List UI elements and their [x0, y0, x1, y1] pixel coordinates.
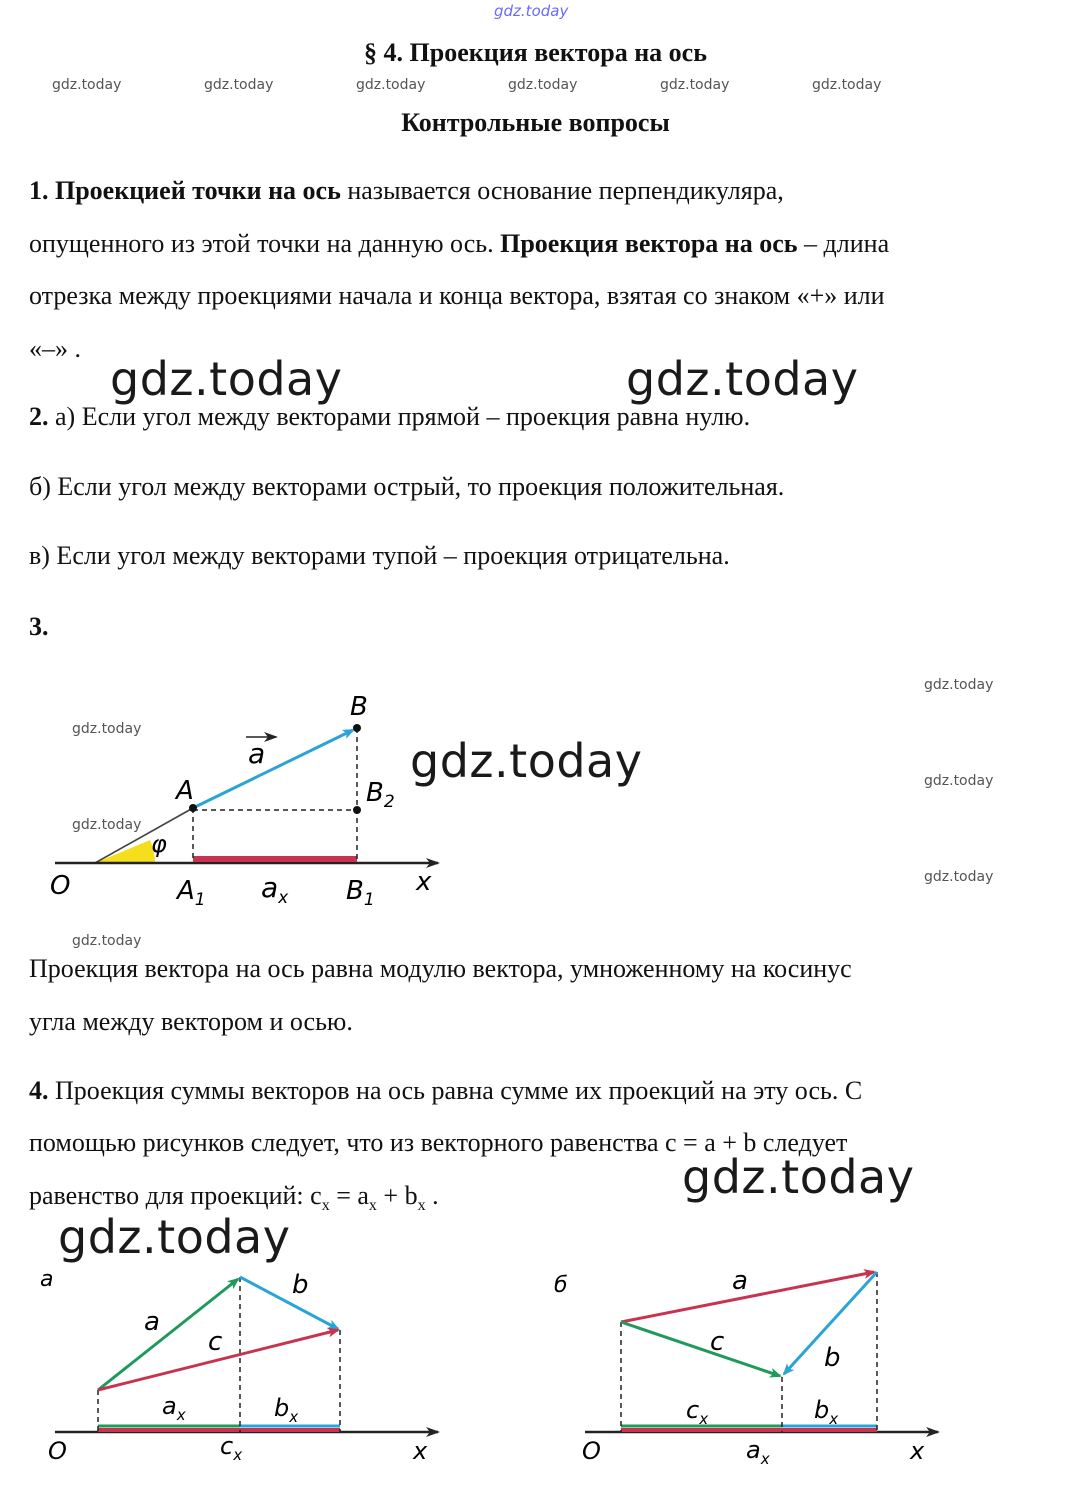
q3-line-2: угла между вектором и осью. [29, 1007, 353, 1036]
q3-number: 3. [29, 612, 49, 641]
watermark: gdz.today [72, 721, 142, 737]
label-a: A [176, 776, 194, 806]
label-bx: $b_x$ [274, 1394, 299, 1426]
label-axis-x: x [416, 867, 432, 897]
q1-term-2: Проекция вектора на ось [500, 229, 798, 258]
watermark-large: gdz.today [58, 1210, 291, 1264]
q1-line-3: отрезка между проекциями начала и конца вектора, взятая со знаком «+» или [29, 281, 885, 310]
label-fig-a: а [40, 1267, 54, 1292]
label-a: a [144, 1307, 160, 1337]
q2-line-a: 2. а) Если угол между векторами прямой – проекция равна нулю. [29, 402, 751, 431]
watermark: gdz.today [508, 77, 578, 93]
q4-number: 4. [29, 1076, 49, 1105]
q4-line-1: 4. Проекция суммы векторов на ось равна сумме их проекций на эту ось. С [29, 1076, 863, 1105]
label-b: b [824, 1343, 841, 1373]
label-a: a [732, 1266, 748, 1296]
vector-a [193, 730, 353, 808]
figure-a [0, 1260, 460, 1505]
watermark-large: gdz.today [410, 734, 643, 788]
q3-line-1: Проекция вектора на ось равна модулю вектора, умноженному на косинус [29, 954, 852, 983]
q1-line-4: «–» . [29, 334, 81, 363]
label-cx: $c_x$ [220, 1432, 243, 1464]
watermark: gdz.today [356, 77, 426, 93]
q4-line-2: помощью рисунков следует, что из векторного равенства с = a + b следует [29, 1128, 848, 1157]
section-title: § 4. Проекция вектора на ось [364, 38, 707, 67]
label-b: B [350, 692, 368, 722]
angle-sector [95, 840, 155, 863]
label-c: c [710, 1327, 725, 1357]
label-ax: $a_x$ [261, 871, 289, 908]
label-o: O [50, 871, 71, 901]
watermark-large: gdz.today [110, 352, 343, 406]
watermark: gdz.today [924, 677, 994, 693]
projection-figure [0, 680, 460, 920]
watermark: gdz.today [660, 77, 730, 93]
q2-line-b: б) Если угол между векторами острый, то проекция положительная. [29, 472, 785, 501]
label-b2: $B_2$ [366, 778, 395, 812]
label-ax: $a_x$ [162, 1392, 186, 1424]
q1-number: 1. [29, 176, 49, 205]
watermark: gdz.today [812, 77, 882, 93]
label-a1: $A_1$ [177, 876, 206, 910]
label-bx: $b_x$ [814, 1396, 839, 1428]
point-b [353, 724, 361, 732]
watermark: gdz.today [72, 933, 142, 949]
label-phi: φ [151, 830, 167, 858]
label-axis-x: x [910, 1437, 925, 1465]
label-fig-b: б [554, 1273, 568, 1298]
label-axis-x: x [413, 1437, 428, 1465]
watermark-large: gdz.today [626, 352, 859, 406]
q4-line-3: равенство для проекций: $c_x = a_x + b_x$ . [29, 1181, 439, 1215]
point-b2 [353, 806, 361, 814]
watermark-large: gdz.today [682, 1150, 915, 1204]
figure-b [540, 1260, 970, 1505]
vector-c [621, 1322, 780, 1376]
label-c: c [208, 1327, 223, 1357]
label-ax: $a_x$ [746, 1436, 770, 1468]
top-watermark: gdz.today [494, 2, 569, 20]
label-b: b [292, 1270, 309, 1300]
vector-b [240, 1277, 338, 1329]
label-o: O [48, 1437, 67, 1465]
q2-line-c: в) Если угол между векторами тупой – проекция отрицательна. [29, 541, 730, 570]
label-cx: $c_x$ [686, 1396, 709, 1428]
label-b1: $B_1$ [346, 876, 375, 910]
subtitle: Контрольные вопросы [401, 108, 670, 137]
watermark: gdz.today [72, 817, 142, 833]
watermark: gdz.today [52, 77, 122, 93]
q2-number: 2. [29, 402, 49, 431]
watermark: gdz.today [924, 773, 994, 789]
watermark: gdz.today [924, 869, 994, 885]
watermark: gdz.today [204, 77, 274, 93]
label-vec-a: a [248, 737, 266, 770]
label-o: O [582, 1437, 601, 1465]
q1-line-1: 1. Проекцией точки на ось называется основание перпендикуляра, [29, 176, 784, 205]
q1-line-2: опущенного из этой точки на данную ось. Проекция вектора на ось – длина [29, 229, 890, 258]
q1-term-1: Проекцией точки на ось [55, 176, 341, 205]
